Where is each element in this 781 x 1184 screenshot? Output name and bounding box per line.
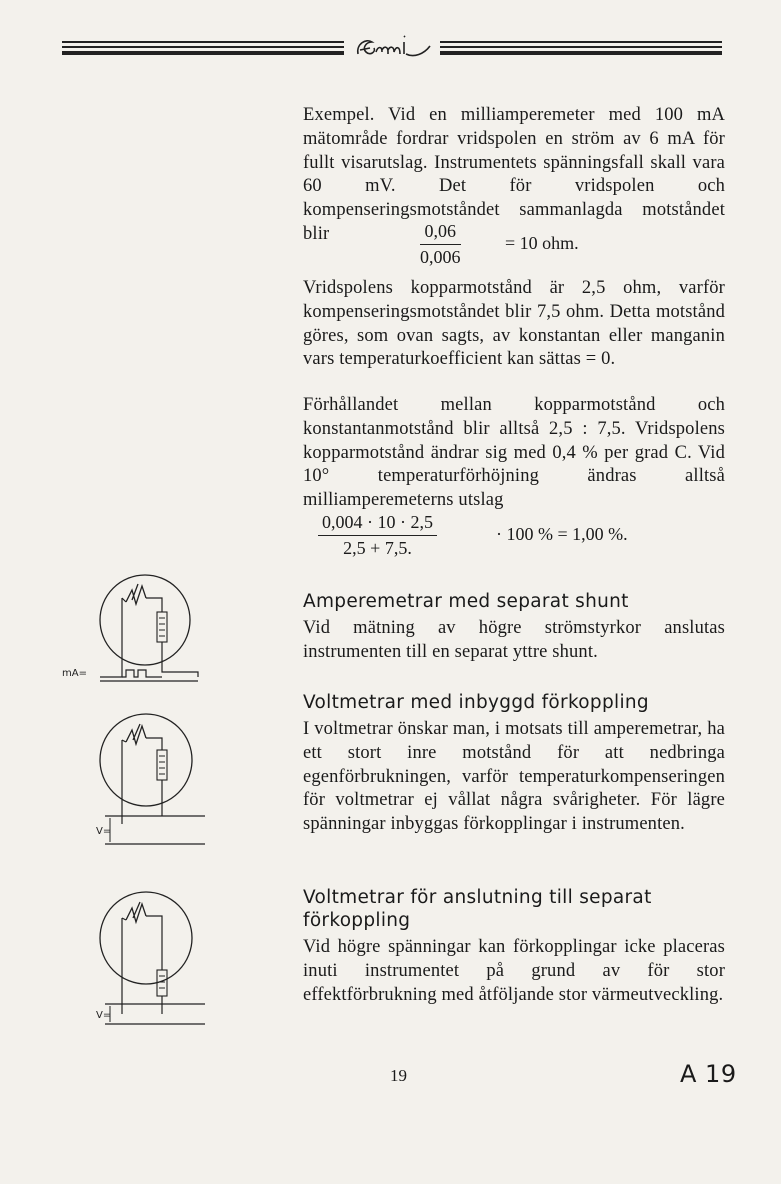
eq1-numerator: 0,06 (420, 221, 461, 245)
paragraph-2: Vridspolens kopparmotstånd är 2,5 ohm, varför kompenseringsmotståndet blir 7,5 ohm. Detta motstånd göres, som ovan sagts, av konstantan eller manganin vars temperaturkoefficient kan sättas = 0. (303, 278, 725, 370)
section-ammeter-shunt (303, 590, 725, 665)
section-text: Vid mätning av högre strömstyrkor anslutas instrumenten till en separat yttre shunt. (303, 618, 725, 662)
eq2-numerator: 0,004 · 10 · 2,5 (318, 512, 437, 536)
diagram-3-label: V= (96, 1010, 112, 1021)
eq2-result: · 100 % = 1,00 %. (496, 524, 628, 544)
ammeter-shunt-diagram (60, 572, 210, 687)
eq2-denominator: 2,5 + 7,5. (343, 538, 412, 558)
ermi-logo (352, 24, 434, 68)
header-rule-right (440, 38, 722, 62)
page-id: A 19 (680, 1060, 737, 1088)
equation-1-fraction (420, 221, 461, 268)
voltmeter-separate-diagram (60, 890, 210, 1030)
section-voltmeter-builtin (303, 691, 725, 837)
section-voltmeter-separate (303, 886, 725, 1007)
paragraph-3: Förhållandet mellan kopparmotstånd och konstantanmotstånd blir alltså 2,5 : 7,5. Vridspolens kopparmotstånd ändrar sig med 0,4 % per grad C. Vid 10° temperaturförhöjning ändras alltså milliamperemeterns utslag (303, 395, 725, 511)
equation-2-fraction (318, 512, 437, 559)
section-text: Vid högre spänningar kan förkopplingar icke placeras inuti instrumentet på grund av för stor effektförbrukning med åtföljande stor värmeutveckling. (303, 937, 725, 1005)
example-paragraph: Exempel. Vid en milliamperemeter med 100 mA mätområde fordrar vridspolen en ström av 6 mA för fullt visarutslag. Instrumentets spänningsfall skall vara 60 mV. Det för vridspolen och kompenseringsmotståndet sammanlagda motståndet blir (303, 105, 725, 244)
page-number: 19 (390, 1066, 407, 1085)
voltmeter-builtin-diagram (60, 710, 210, 850)
diagram-1-label: mA= (62, 668, 87, 679)
diagram-2-label: V= (96, 826, 112, 837)
section-heading: Amperemetrar med separat shunt (303, 591, 629, 612)
eq1-denominator: 0,006 (420, 247, 461, 267)
section-heading: Voltmetrar med inbyggd förkoppling (303, 692, 649, 713)
section-heading: Voltmetrar för anslutning till separat förkoppling (303, 887, 652, 931)
section-text: I voltmetrar önskar man, i motsats till amperemetrar, ha ett stort inre motstånd för att nedbringa egenförbrukningen, varför temperaturkompenseringen för voltmetrar ej vållat några svårigheter. För lägre spänningar inbyggas förkopplingar i instrumenten. (303, 719, 725, 835)
eq1-result: = 10 ohm. (505, 233, 579, 253)
header-rule-left (62, 38, 344, 62)
